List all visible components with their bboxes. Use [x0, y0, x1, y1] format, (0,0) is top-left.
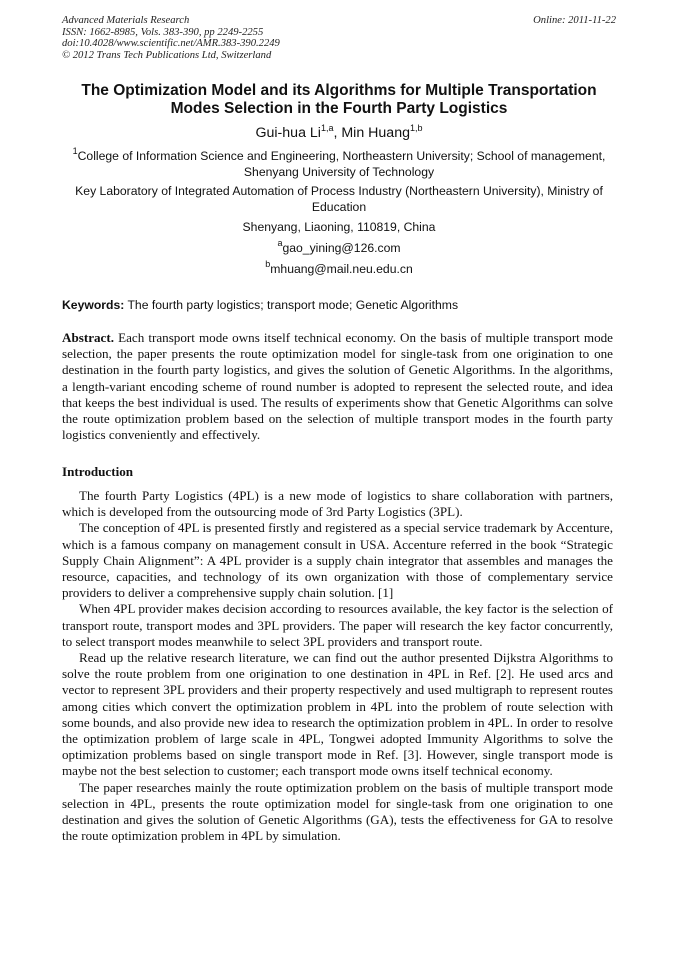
email-text: mhuang@mail.neu.edu.cn: [270, 262, 413, 276]
keywords-label: Keywords:: [62, 298, 125, 312]
paragraph: The fourth Party Logistics (4PL) is a new mode of logistics to share collaboration with partners, which is developed from the outsourcing mode of 3rd Party Logistics (3PL).: [62, 488, 613, 520]
affiliation-1: [62, 146, 616, 180]
keywords-text: The fourth party logistics; transport mode; Genetic Algorithms: [124, 298, 459, 312]
title-line-2: Modes Selection in the Fourth Party Logistics: [170, 100, 508, 117]
author-name: Min Huang: [341, 125, 410, 141]
author-superscript: 1,a: [320, 123, 334, 133]
abstract-label: Abstract.: [62, 330, 114, 345]
introduction-body: [62, 488, 613, 844]
email-text: gao_yining@126.com: [282, 241, 401, 255]
keywords: [62, 298, 616, 313]
doi-line: doi:10.4028/www.scientific.net/AMR.383-390.2249: [62, 38, 280, 50]
issn-line: ISSN: 1662-8985, Vols. 383-390, pp 2249-2255: [62, 26, 264, 38]
paragraph: When 4PL provider makes decision according to resources available, the key factor is the selection of transport route, transport modes and 3PL providers. The paper will research the key factor concurrently, to select transport modes meanwhile to select 3PL providers and transport route.: [62, 601, 613, 649]
copyright-line: © 2012 Trans Tech Publications Ltd, Switzerland: [62, 49, 272, 61]
abstract: [62, 330, 613, 443]
affiliation-text: College of Information Science and Engineering, Northeastern University; School of management, Shenyang University of Technology: [77, 149, 606, 179]
affiliation-superscript: 1: [72, 146, 78, 156]
journal-name: Advanced Materials Research: [62, 15, 190, 26]
author-separator: ,: [333, 125, 342, 141]
paragraph: The paper researches mainly the route optimization problem on the basis of multiple transport mode selection in 4PL, presents the route optimization model for single-task from one origination to one destination and gives the solution of Genetic Algorithms (GA), tests the effectiveness for GA to resolve the route optimization problem in 4PL by simulation.: [62, 779, 613, 844]
online-date: Online: 2011-11-22: [533, 15, 616, 26]
email-superscript: a: [277, 238, 283, 248]
email-superscript: b: [265, 259, 271, 269]
section-heading: Introduction: [62, 464, 134, 479]
abstract-text: Each transport mode owns itself technical economy. On the basis of multiple transport mode selection, the paper presents the route optimization model for single-task from one origination to one destination in the fourth party logistics, and gives the solution of Genetic Algorithms. In the algorithms, a length-variant encoding scheme of round number is adopted to represent the selected route, and idea that keeps the best individual is used. The results of experiments show that Genetic Algorithms can solve the route optimization problem based on the selection of multiple transport modes in the fourth party logistics conveniently and effectively.: [62, 330, 613, 443]
paragraph: The conception of 4PL is presented firstly and registered as a special service trademark by Accenture, which is a famous company on management consult in USA. Accenture referred in the book “Strategic Supply Chain Alignment”: A 4PL provider is a supply chain integrator that assembles and manages the resource, capacities, and technology of its own organization with those of complementary service providers to deliver a comprehensive supply chain solution. [1]: [62, 520, 613, 601]
author-list: [62, 124, 616, 142]
paper-title: [62, 82, 616, 118]
email-b: [62, 259, 616, 278]
author-name: Gui-hua Li: [255, 125, 321, 141]
affiliation-2: Key Laboratory of Integrated Automation of Process Industry (Northeastern University), Ministry of Education: [75, 184, 603, 214]
email-a: [62, 238, 616, 257]
journal-header: [62, 15, 616, 61]
title-line-1: The Optimization Model and its Algorithms for Multiple Transportation: [81, 82, 597, 99]
address: Shenyang, Liaoning, 110819, China: [242, 220, 436, 234]
paragraph: Read up the relative research literature, we can find out the author presented Dijkstra Algorithms to solve the route problem from one origination to one destination in 4PL in Ref. [2]. He used arcs and vector to represent 3PL providers and their property respectively and used multigraph to represent routes among cities which convert the optimization problem in 4PL into the problem of route selection with some bounds, and also provide new idea to research the optimization problem in 4PL. In order to resolve the optimization problem of large scale in 4PL, Tongwei adopted Immunity Algorithms to solve the optimization problems based on single transport mode in Ref. [3]. However, single transport mode is maybe not the best selection to customer; each transport mode owns itself technical economy.: [62, 650, 613, 779]
author-superscript: 1,b: [409, 123, 423, 133]
